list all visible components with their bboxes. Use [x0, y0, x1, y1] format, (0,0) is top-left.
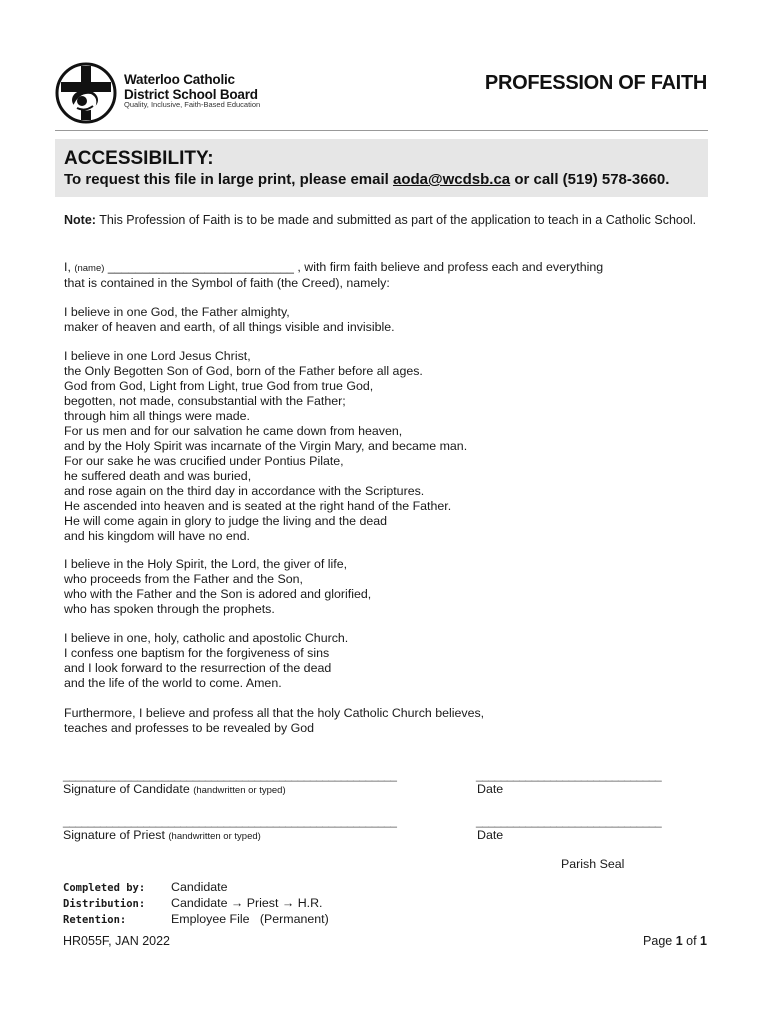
- declaration-line1: [64, 260, 603, 276]
- note-label: Note:: [64, 213, 96, 227]
- document-title: PROFESSION OF FAITH: [484, 72, 707, 94]
- creed-paragraph-4: [64, 631, 348, 691]
- creed-line: he suffered death and was buried,: [64, 469, 252, 483]
- completed-by-value: Candidate: [171, 880, 228, 894]
- completed-by-label: Completed by:: [63, 882, 146, 894]
- name-hint: (name): [74, 263, 105, 274]
- candidate-label-hint: (handwritten or typed): [193, 785, 286, 796]
- priest-signature-label: [63, 828, 261, 842]
- page-of: of: [682, 934, 701, 948]
- creed-line: and his kingdom will have no end.: [64, 529, 250, 543]
- declaration: [64, 260, 603, 291]
- creed-line: who proceeds from the Father and the Son,: [64, 572, 304, 586]
- priest-date-label: Date: [477, 828, 504, 842]
- creed-line: and the life of the world to come. Amen.: [64, 676, 282, 690]
- org-tagline: Quality, Inclusive, Faith-Based Education: [124, 100, 261, 109]
- declaration-line2: that is contained in the Symbol of faith (the Creed), namely:: [64, 276, 390, 290]
- creed-paragraph-5: [64, 706, 484, 736]
- declaration-prefix: I,: [64, 260, 75, 274]
- page-prefix: Page: [643, 934, 676, 948]
- note-text: This Profession of Faith is to be made and submitted as part of the application to teach in a Catholic School.: [95, 213, 697, 227]
- creed-line: For us men and for our salvation he came down from heaven,: [64, 424, 403, 438]
- candidate-signature-label: [63, 782, 286, 796]
- accessibility-text-after: or call (519) 578-3660.: [510, 171, 670, 188]
- page-number: [643, 934, 707, 948]
- creed-paragraph-1: [64, 305, 395, 335]
- distribution-label: Distribution:: [63, 898, 146, 910]
- retention-value: Employee File (Permanent): [171, 912, 329, 926]
- org-name-line1: Waterloo Catholic: [124, 72, 235, 87]
- priest-label-hint: (handwritten or typed): [168, 831, 261, 842]
- note: [64, 213, 696, 227]
- creed-line: and by the Holy Spirit was incarnate of the Virgin Mary, and became man.: [64, 439, 468, 453]
- creed-line: through him all things were made.: [64, 409, 250, 423]
- creed-line: For our sake he was crucified under Pontius Pilate,: [64, 454, 344, 468]
- creed-line: He ascended into heaven and is seated at the right hand of the Father.: [64, 499, 452, 513]
- board-logo: [55, 62, 117, 124]
- form-code: HR055F, JAN 2022: [63, 934, 171, 948]
- creed-line: maker of heaven and earth, of all things visible and invisible.: [64, 320, 395, 334]
- page-total: 1: [700, 934, 707, 948]
- priest-date-line[interactable]: ______________________________: [476, 814, 662, 828]
- creed-line: and rose again on the third day in accordance with the Scriptures.: [64, 484, 425, 498]
- header-divider: [55, 130, 708, 131]
- creed-line: He will come again in glory to judge the living and the dead: [64, 514, 388, 528]
- org-name: [124, 72, 258, 102]
- creed-line: God from God, Light from Light, true God from true God,: [64, 379, 374, 393]
- candidate-label-text: Signature of Candidate: [63, 782, 190, 796]
- creed-line: I believe in one, holy, catholic and apostolic Church.: [64, 631, 349, 645]
- creed-paragraph-2: [64, 349, 467, 544]
- creed-line: begotten, not made, consubstantial with the Father;: [64, 394, 346, 408]
- priest-signature-line[interactable]: ______________________________________________________: [63, 814, 397, 828]
- org-name-line2: District School Board: [124, 87, 258, 102]
- candidate-date-label: Date: [477, 782, 504, 796]
- candidate-signature-line[interactable]: ______________________________________________________: [63, 768, 397, 782]
- candidate-date-line[interactable]: ______________________________: [476, 768, 662, 782]
- creed-line: I believe in the Holy Spirit, the Lord, the giver of life,: [64, 557, 348, 571]
- creed-line: and I look forward to the resurrection of the dead: [64, 661, 332, 675]
- name-blank-field[interactable]: ___________________________: [104, 260, 298, 274]
- priest-label-text: Signature of Priest: [63, 828, 165, 842]
- accessibility-heading: ACCESSIBILITY:: [64, 148, 214, 169]
- creed-line: I believe in one Lord Jesus Christ,: [64, 349, 251, 363]
- creed-line: who with the Father and the Son is adored and glorified,: [64, 587, 372, 601]
- distribution-value: Candidate → Priest → H.R.: [171, 896, 323, 910]
- creed-line: I believe in one God, the Father almighty,: [64, 305, 290, 319]
- accessibility-text-before: To request this file in large print, please email: [64, 171, 393, 188]
- creed-line: who has spoken through the prophets.: [64, 602, 275, 616]
- parish-seal-label: Parish Seal: [561, 857, 625, 871]
- creed-line: teaches and professes to be revealed by God: [64, 721, 315, 735]
- creed-line: the Only Begotten Son of God, born of the Father before all ages.: [64, 364, 423, 378]
- page-current: 1: [675, 934, 683, 948]
- declaration-suffix: , with firm faith believe and profess each and everything: [297, 260, 604, 274]
- accessibility-email-link[interactable]: aoda@wcdsb.ca: [392, 171, 511, 188]
- creed-line: I confess one baptism for the forgiveness of sins: [64, 646, 330, 660]
- retention-label: Retention:: [63, 914, 127, 926]
- accessibility-text: [64, 171, 669, 188]
- creed-paragraph-3: [64, 557, 371, 617]
- creed-line: Furthermore, I believe and profess all that the holy Catholic Church believes,: [64, 706, 485, 720]
